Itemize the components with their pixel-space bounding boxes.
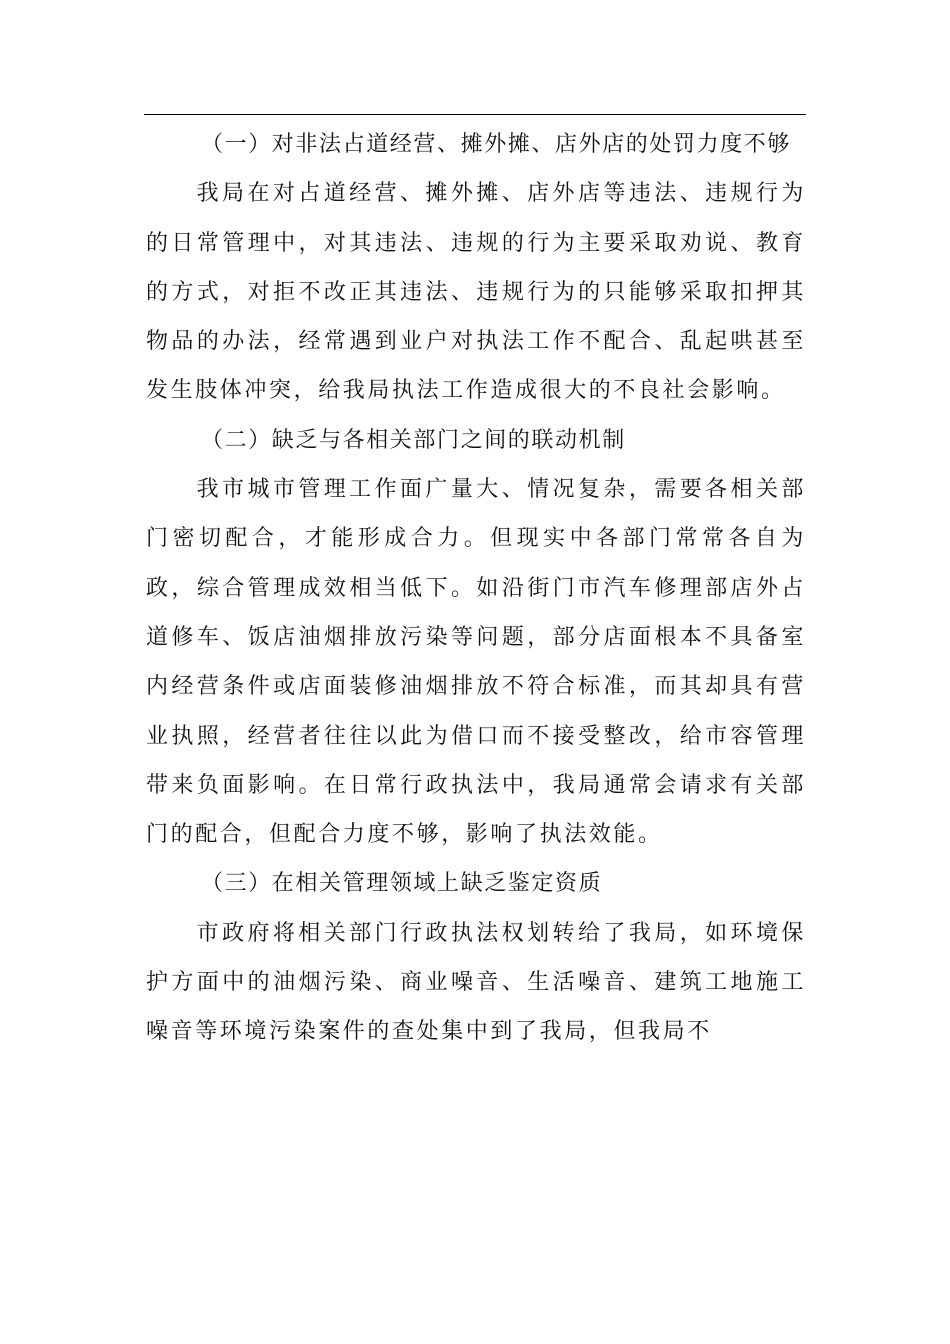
section-heading: （三）在相关管理领域上缺乏鉴定资质: [201, 871, 603, 897]
section-heading: （二）缺乏与各相关部门之间的联动机制: [201, 427, 626, 453]
document-body: [146, 120, 806, 1057]
section-paragraph: 我局在对占道经营、摊外摊、店外店等违法、违规行为的日常管理中，对其违法、违规的行为主要采取劝说、教育的方式，对拒不改正其违法、违规行为的只能够采取扣押其物品的办法，经常遇到业户对执法工作不配合、乱起哄甚至发生肢体冲突，给我局执法工作造成很大的不良社会影响。: [146, 181, 806, 404]
header-rule: [144, 114, 806, 115]
section-paragraph: 市政府将相关部门行政执法权划转给了我局，如环境保护方面中的油烟污染、商业噪音、生活噪音、建筑工地施工噪音等环境污染案件的查处集中到了我局，但我局不: [146, 920, 806, 1045]
section-heading: （一）对非法占道经营、摊外摊、店外店的处罚力度不够: [201, 132, 792, 157]
section-paragraph: 我市城市管理工作面广量大、情况复杂，需要各相关部门密切配合，才能形成合力。但现实中各部门常常各自为政，综合管理成效相当低下。如沿街门市汽车修理部店外占道修车、饭店油烟排放污染等问题，部分店面根本不具备室内经营条件或店面装修油烟排放不符合标准，而其却具有营业执照，经营者往往以此为借口而不接受整改，给市容管理带来负面影响。在日常行政执法中，我局通常会请求有关部门的配合，但配合力度不够，影响了执法效能。: [146, 477, 806, 848]
